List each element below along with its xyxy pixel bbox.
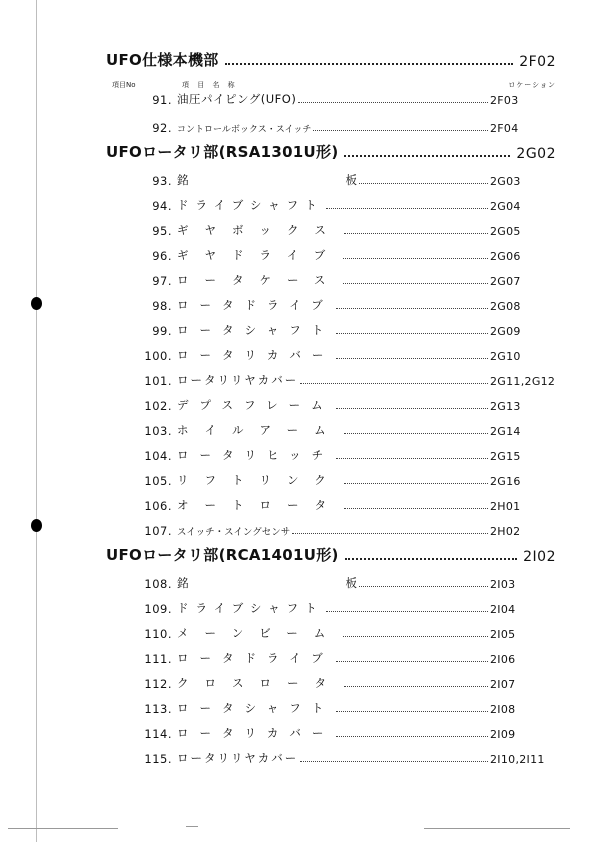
item-name: ロータケース bbox=[177, 273, 342, 287]
list-item bbox=[138, 648, 556, 666]
item-name: ギヤドライブ bbox=[177, 248, 342, 262]
list-item bbox=[138, 520, 556, 538]
item-number: 92. bbox=[152, 121, 172, 135]
item-number: 105. bbox=[144, 474, 172, 488]
header-item-no: 項目No bbox=[112, 81, 136, 89]
dot-leader bbox=[300, 383, 488, 384]
item-number: 99. bbox=[152, 324, 172, 338]
item-location: 2F04 bbox=[490, 122, 519, 135]
section-title: UFO仕様本機部 bbox=[106, 51, 219, 69]
item-name: オートロータ bbox=[177, 498, 342, 512]
dot-leader bbox=[292, 533, 488, 534]
item-number: 96. bbox=[152, 249, 172, 263]
item-name: ロータシャフト bbox=[177, 323, 335, 337]
section-location: 2F02 bbox=[519, 54, 556, 70]
dot-leader bbox=[344, 483, 488, 484]
dot-leader bbox=[336, 661, 488, 662]
item-number: 106. bbox=[144, 499, 172, 513]
item-name-part: 銘 bbox=[177, 173, 189, 187]
item-location: 2H01 bbox=[490, 500, 521, 513]
list-item bbox=[138, 320, 556, 338]
item-location: 2G16 bbox=[490, 475, 521, 488]
dot-leader bbox=[343, 258, 488, 259]
item-location: 2G03 bbox=[490, 175, 521, 188]
list-item bbox=[138, 170, 556, 188]
dot-leader bbox=[336, 711, 488, 712]
list-item bbox=[138, 370, 556, 388]
item-name-part: 板 bbox=[345, 576, 357, 590]
item-location: 2G04 bbox=[490, 200, 521, 213]
item-location: 2H02 bbox=[490, 525, 521, 538]
item-location: 2I03 bbox=[490, 578, 516, 591]
header-item-name: 項 目 名 称 bbox=[182, 81, 238, 89]
item-location: 2G11,2G12 bbox=[490, 375, 556, 388]
dot-leader bbox=[336, 408, 488, 409]
list-item bbox=[138, 470, 556, 488]
item-name: ギヤボックス bbox=[177, 223, 342, 237]
item-name: コントロールボックス・スイッチ bbox=[177, 125, 312, 135]
item-name: ロータリリヤカバー bbox=[177, 751, 299, 765]
list-item bbox=[138, 673, 556, 691]
dot-leader bbox=[300, 761, 488, 762]
list-item bbox=[138, 195, 556, 213]
item-name-part: 銘 bbox=[177, 576, 189, 590]
item-name: スイッチ・スイングセンサ bbox=[177, 527, 291, 538]
dot-leader bbox=[336, 308, 488, 309]
item-number: 97. bbox=[152, 274, 172, 288]
item-location: 2I04 bbox=[490, 603, 516, 616]
list-item bbox=[138, 220, 556, 238]
item-number: 115. bbox=[144, 752, 172, 766]
item-name: ドライブシャフト bbox=[177, 198, 324, 212]
bottom-rule bbox=[424, 828, 570, 829]
section-title: UFOロータリ部(RCA1401U形) bbox=[106, 546, 339, 564]
item-name: メーンビーム bbox=[177, 626, 342, 640]
item-location: 2I10,2I11 bbox=[490, 753, 545, 766]
item-location: 2I08 bbox=[490, 703, 516, 716]
item-name: ロータドライブ bbox=[177, 298, 334, 312]
item-number: 111. bbox=[144, 652, 172, 666]
item-number: 102. bbox=[144, 399, 172, 413]
list-item bbox=[138, 598, 556, 616]
item-number: 94. bbox=[152, 199, 172, 213]
item-number: 101. bbox=[144, 374, 172, 388]
list-item bbox=[138, 623, 556, 641]
item-name: ロータリカバー bbox=[177, 348, 335, 362]
item-name: リフトリンク bbox=[177, 473, 342, 487]
dot-leader bbox=[343, 283, 488, 284]
item-name: ロータリリヤカバー bbox=[177, 373, 299, 387]
list-item bbox=[138, 723, 556, 741]
item-number: 112. bbox=[144, 677, 172, 691]
dot-leader bbox=[336, 358, 488, 359]
dot-leader bbox=[344, 508, 488, 509]
dot-leader bbox=[336, 736, 488, 737]
item-number: 109. bbox=[144, 602, 172, 616]
item-location: 2G14 bbox=[490, 425, 521, 438]
item-location: 2G13 bbox=[490, 400, 521, 413]
list-item bbox=[138, 270, 556, 288]
list-item bbox=[138, 445, 556, 463]
list-item bbox=[138, 748, 556, 766]
bottom-rule bbox=[8, 828, 118, 829]
dot-leader bbox=[344, 155, 510, 157]
header-location: ロケーション bbox=[508, 81, 556, 89]
dot-leader bbox=[345, 558, 517, 560]
item-number: 107. bbox=[144, 524, 172, 538]
item-name bbox=[172, 575, 357, 591]
item-location: 2I06 bbox=[490, 653, 516, 666]
list-item bbox=[138, 89, 556, 107]
dot-leader bbox=[326, 611, 488, 612]
section-title: UFOロータリ部(RSA1301U形) bbox=[106, 143, 339, 161]
item-name bbox=[172, 172, 357, 188]
dot-leader bbox=[359, 586, 488, 587]
item-number: 98. bbox=[152, 299, 172, 313]
item-number: 104. bbox=[144, 449, 172, 463]
list-item bbox=[138, 345, 556, 363]
item-location: 2I07 bbox=[490, 678, 516, 691]
item-location: 2I09 bbox=[490, 728, 516, 741]
item-name: ロータドライブ bbox=[177, 651, 334, 665]
item-number: 108. bbox=[144, 577, 172, 591]
dot-leader bbox=[336, 333, 488, 334]
item-number: 113. bbox=[144, 702, 172, 716]
item-location: 2G10 bbox=[490, 350, 521, 363]
item-number: 91. bbox=[152, 93, 172, 107]
list-item bbox=[138, 698, 556, 716]
list-item bbox=[138, 420, 556, 438]
item-location: 2G08 bbox=[490, 300, 521, 313]
dot-leader bbox=[344, 686, 488, 687]
item-name: ロータリヒッチ bbox=[177, 448, 335, 462]
item-name: ロータリカバー bbox=[177, 726, 335, 740]
item-name: 油圧パイピング(UFO) bbox=[177, 92, 297, 106]
list-item bbox=[138, 245, 556, 263]
bottom-mark bbox=[186, 826, 198, 827]
item-number: 114. bbox=[144, 727, 172, 741]
list-item bbox=[138, 395, 556, 413]
list-item bbox=[138, 573, 556, 591]
item-location: 2G15 bbox=[490, 450, 521, 463]
dot-leader bbox=[336, 458, 488, 459]
item-number: 100. bbox=[144, 349, 172, 363]
item-location: 2G07 bbox=[490, 275, 521, 288]
list-item bbox=[138, 495, 556, 513]
dot-leader bbox=[359, 183, 488, 184]
item-location: 2F03 bbox=[490, 94, 519, 107]
item-name-part: 板 bbox=[345, 173, 357, 187]
item-name: ロータシャフト bbox=[177, 701, 335, 715]
dot-leader bbox=[343, 636, 488, 637]
section-location: 2G02 bbox=[516, 146, 556, 162]
dot-leader bbox=[225, 63, 514, 65]
dot-leader bbox=[298, 102, 488, 103]
item-name: ホイルアーム bbox=[177, 423, 342, 437]
item-name: デプスフレーム bbox=[177, 398, 334, 412]
item-location: 2G06 bbox=[490, 250, 521, 263]
list-item bbox=[138, 295, 556, 313]
item-number: 110. bbox=[144, 627, 172, 641]
item-number: 95. bbox=[152, 224, 172, 238]
dot-leader bbox=[344, 433, 488, 434]
item-location: 2I05 bbox=[490, 628, 516, 641]
section-heading bbox=[106, 545, 556, 565]
item-name: ドライブシャフト bbox=[177, 601, 324, 615]
dot-leader bbox=[313, 130, 488, 131]
item-location: 2G09 bbox=[490, 325, 521, 338]
item-location: 2G05 bbox=[490, 225, 521, 238]
dot-leader bbox=[326, 208, 488, 209]
item-name: クロスロータ bbox=[177, 676, 342, 690]
section-heading bbox=[106, 50, 556, 70]
dot-leader bbox=[344, 233, 488, 234]
list-item bbox=[138, 117, 556, 135]
section-location: 2I02 bbox=[523, 549, 556, 565]
item-number: 103. bbox=[144, 424, 172, 438]
item-number: 93. bbox=[152, 174, 172, 188]
section-heading bbox=[106, 142, 556, 162]
